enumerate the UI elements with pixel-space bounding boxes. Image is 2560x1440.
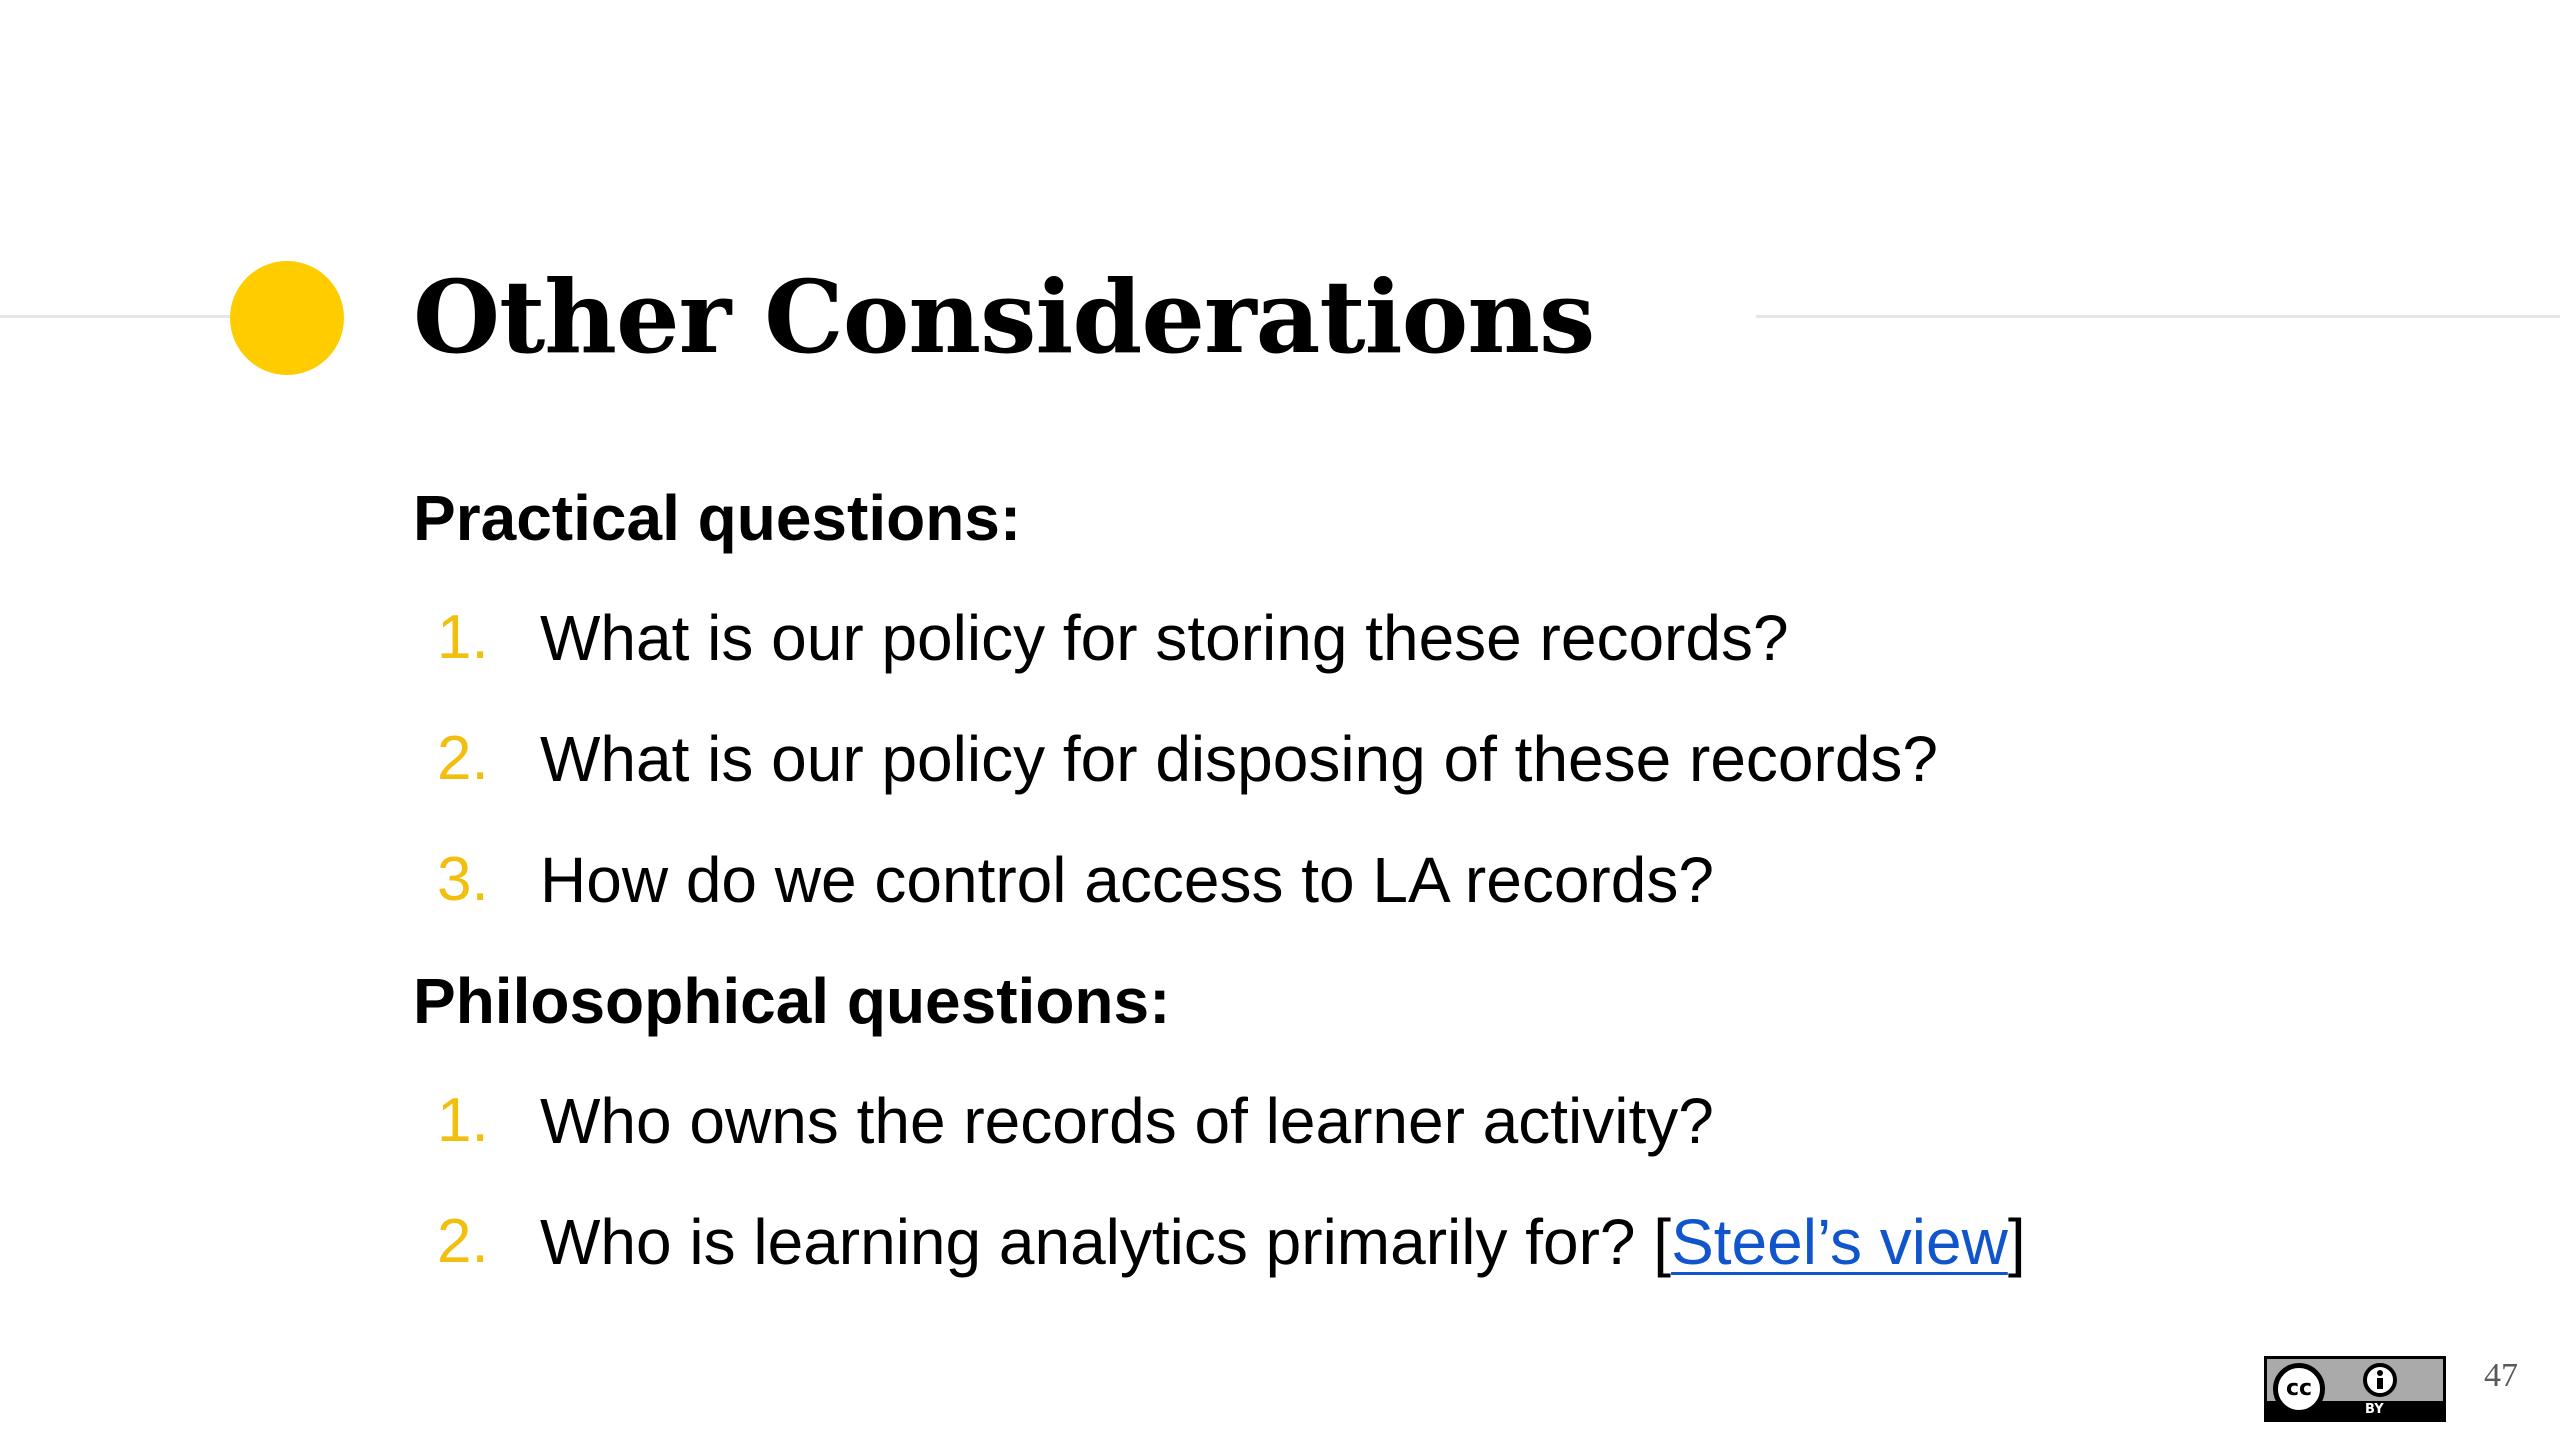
steels-view-link[interactable]: Steel’s view xyxy=(1671,1206,2008,1278)
list-item xyxy=(413,1200,2413,1284)
list-number: 2. xyxy=(437,1207,489,1276)
philosophical-questions-heading: Philosophical questions: xyxy=(413,965,1171,1037)
by-label: BY xyxy=(2365,1402,2384,1417)
practical-questions-list xyxy=(413,596,2413,922)
title-rule-right xyxy=(1756,315,2560,318)
list-item xyxy=(413,717,2413,801)
list-item-text: What is our policy for disposing of these records? xyxy=(540,723,1938,795)
list-number: 3. xyxy=(437,845,489,914)
list-item-text: How do we control access to LA records? xyxy=(540,844,1714,916)
practical-questions-heading: Practical questions: xyxy=(413,482,1022,554)
list-item-text: What is our policy for storing these records? xyxy=(540,602,1789,674)
list-number: 1. xyxy=(437,1086,489,1155)
cc-by-icon[interactable] xyxy=(2264,1356,2446,1422)
page-number: 47 xyxy=(2484,1357,2518,1394)
list-item-text: Who is learning analytics primarily for? [ xyxy=(540,1206,1672,1278)
list-item xyxy=(413,596,2413,680)
list-number: 1. xyxy=(437,603,489,672)
list-item xyxy=(413,838,2413,922)
cc-logo-icon: cc xyxy=(2273,1363,2325,1415)
slide-body xyxy=(413,476,2413,1321)
title-rule-left xyxy=(0,315,238,318)
list-number: 2. xyxy=(437,724,489,793)
title-accent-dot xyxy=(230,261,344,375)
person-icon xyxy=(2363,1363,2397,1397)
slide-title: Other Considerations xyxy=(413,258,1595,376)
list-item-suffix: ] xyxy=(2007,1206,2026,1278)
list-item xyxy=(413,1079,2413,1163)
philosophical-questions-list xyxy=(413,1079,2413,1284)
list-item-text: Who owns the records of learner activity? xyxy=(540,1085,1714,1157)
